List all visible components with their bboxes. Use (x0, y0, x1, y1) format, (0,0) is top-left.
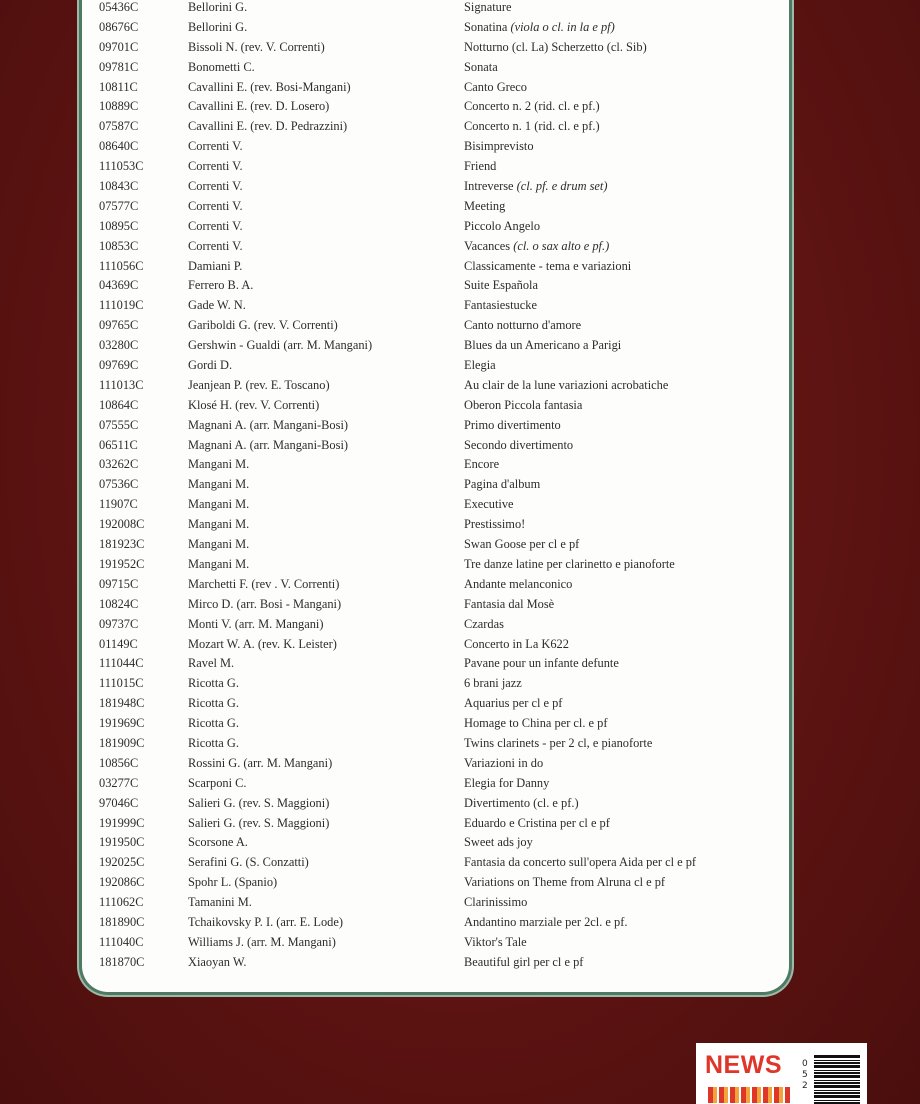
catalog-instrumentation-note: (cl. o sax alto e pf.) (513, 238, 610, 253)
catalog-code: 97046C (99, 795, 139, 810)
catalog-code: 181948C (99, 696, 145, 711)
catalog-author: Xiaoyan W. (188, 954, 247, 969)
catalog-code: 10856C (99, 755, 139, 770)
catalog-author: Bissoli N. (rev. V. Correnti) (188, 39, 325, 54)
catalog-title: Elegia for Danny (464, 775, 550, 790)
catalog-title-cell (464, 0, 512, 18)
catalog-row (82, 416, 789, 436)
catalog-title-cell (464, 734, 652, 754)
catalog-title-cell (464, 356, 496, 376)
catalog-row (82, 316, 789, 336)
catalog-title-cell (464, 416, 561, 436)
catalog-author: Correnti V. (188, 159, 243, 174)
catalog-title: Canto Greco (464, 79, 527, 94)
catalog-row (82, 18, 789, 38)
catalog-title: Friend (464, 159, 497, 174)
catalog-code: 08676C (99, 19, 139, 34)
catalog-author: Mangani M. (188, 477, 250, 492)
catalog-row (82, 794, 789, 814)
catalog-title: Blues da un Americano a Parigi (464, 338, 622, 353)
catalog-title: Sonata (464, 59, 498, 74)
catalog-title-cell (464, 217, 540, 237)
catalog-title-cell (464, 276, 538, 296)
catalog-row (82, 117, 789, 137)
catalog-title-cell (464, 933, 527, 953)
catalog-title-cell (464, 615, 504, 635)
catalog-row (82, 714, 789, 734)
catalog-author: Salieri G. (rev. S. Maggioni) (188, 795, 330, 810)
catalog-author: Salieri G. (rev. S. Maggioni) (188, 815, 330, 830)
catalog-title: Fantasiestucke (464, 298, 537, 313)
catalog-author: Serafini G. (S. Conzatti) (188, 855, 309, 870)
catalog-code: 09781C (99, 59, 139, 74)
catalog-title-cell (464, 18, 615, 38)
catalog-title-cell (464, 575, 572, 595)
catalog-author: Mirco D. (arr. Bosi - Mangani) (188, 596, 342, 611)
catalog-panel (82, 0, 789, 992)
catalog-title: Canto notturno d'amore (464, 318, 582, 333)
catalog-row (82, 217, 789, 237)
catalog-row (82, 853, 789, 873)
catalog-title: Au clair de la lune variazioni acrobatiche (464, 377, 669, 392)
catalog-author: Ferrero B. A. (188, 278, 254, 293)
catalog-author: Cavallini E. (rev. Bosi-Mangani) (188, 79, 351, 94)
catalog-code: 181870C (99, 954, 145, 969)
catalog-code: 192086C (99, 875, 145, 890)
catalog-title-cell (464, 436, 573, 456)
catalog-code: 111056C (99, 258, 144, 273)
catalog-author: Cavallini E. (rev. D. Losero) (188, 99, 330, 114)
news-label: NEWS (705, 1051, 782, 1079)
catalog-author: Mangani M. (188, 537, 250, 552)
catalog-title: Divertimento (cl. e pf.) (464, 795, 579, 810)
catalog-author: Mangani M. (188, 457, 250, 472)
catalog-code: 181909C (99, 735, 145, 750)
catalog-author: Ricotta G. (188, 716, 239, 731)
catalog-author: Gordi D. (188, 358, 233, 373)
catalog-code: 06511C (99, 437, 138, 452)
catalog-title-cell (464, 714, 607, 734)
catalog-title-cell (464, 177, 608, 197)
catalog-code: 09769C (99, 358, 139, 373)
catalog-title: Homage to China per cl. e pf (464, 716, 608, 731)
catalog-row (82, 694, 789, 714)
catalog-code: 181923C (99, 537, 145, 552)
catalog-author: Mangani M. (188, 497, 250, 512)
barcode-digits: 0 5 2 (802, 1059, 808, 1091)
catalog-row (82, 654, 789, 674)
catalog-author: Klosé H. (rev. V. Correnti) (188, 397, 320, 412)
catalog-author: Correnti V. (188, 218, 243, 233)
catalog-title-cell (464, 455, 499, 475)
catalog-author: Rossini G. (arr. M. Mangani) (188, 755, 333, 770)
catalog-author: Ricotta G. (188, 676, 239, 691)
catalog-code: 09765C (99, 318, 139, 333)
catalog-title-cell (464, 873, 665, 893)
catalog-author: Gade W. N. (188, 298, 246, 313)
catalog-row (82, 535, 789, 555)
catalog-row (82, 515, 789, 535)
catalog-author: Magnani A. (arr. Mangani-Bosi) (188, 417, 349, 432)
catalog-row (82, 177, 789, 197)
catalog-code: 192008C (99, 517, 145, 532)
catalog-code: 09715C (99, 576, 139, 591)
catalog-author: Bonometti C. (188, 59, 255, 74)
catalog-author: Cavallini E. (rev. D. Pedrazzini) (188, 119, 348, 134)
catalog-title: Andantino marziale per 2cl. e pf. (464, 914, 628, 929)
catalog-title-cell (464, 97, 600, 117)
catalog-title: Concerto n. 1 (rid. cl. e pf.) (464, 119, 600, 134)
catalog-title: Eduardo e Cristina per cl e pf (464, 815, 610, 830)
catalog-title-cell (464, 595, 554, 615)
catalog-title-cell (464, 555, 675, 575)
catalog-title: Concerto in La K622 (464, 636, 569, 651)
catalog-title-cell (464, 396, 582, 416)
catalog-author: Correnti V. (188, 238, 243, 253)
catalog-title-cell (464, 953, 583, 973)
catalog-title: Twins clarinets - per 2 cl, e pianoforte (464, 735, 653, 750)
decorative-pattern (708, 1087, 790, 1103)
catalog-code: 08640C (99, 139, 139, 154)
news-badge (696, 1043, 867, 1104)
catalog-author: Monti V. (arr. M. Mangani) (188, 616, 324, 631)
catalog-author: Williams J. (arr. M. Mangani) (188, 934, 336, 949)
catalog-code: 191999C (99, 815, 145, 830)
catalog-author: Magnani A. (arr. Mangani-Bosi) (188, 437, 349, 452)
catalog-author: Gariboldi G. (rev. V. Correnti) (188, 318, 338, 333)
catalog-row (82, 376, 789, 396)
catalog-title: Pavane pour un infante defunte (464, 656, 619, 671)
catalog-title: Primo divertimento (464, 417, 561, 432)
catalog-title-cell (464, 853, 696, 873)
catalog-code: 03262C (99, 457, 139, 472)
catalog-code: 191969C (99, 716, 145, 731)
catalog-row (82, 833, 789, 853)
catalog-title: Classicamente - tema e variazioni (464, 258, 632, 273)
catalog-code: 09701C (99, 39, 139, 54)
catalog-row (82, 774, 789, 794)
catalog-row (82, 475, 789, 495)
catalog-title-cell (464, 78, 527, 98)
catalog-title-cell (464, 515, 525, 535)
catalog-code: 10853C (99, 238, 139, 253)
catalog-row (82, 913, 789, 933)
catalog-row (82, 356, 789, 376)
catalog-code: 07536C (99, 477, 139, 492)
catalog-list (82, 0, 789, 973)
catalog-title: Variazioni in do (464, 755, 544, 770)
catalog-code: 05436C (99, 0, 139, 14)
catalog-row (82, 296, 789, 316)
catalog-title: Elegia (464, 358, 496, 373)
catalog-code: 111062C (99, 895, 144, 910)
catalog-code: 07555C (99, 417, 139, 432)
catalog-code: 192025C (99, 855, 145, 870)
catalog-code: 10824C (99, 596, 139, 611)
catalog-instrumentation-note: (viola o cl. in la e pf) (510, 19, 615, 34)
catalog-author: Tchaikovsky P. I. (arr. E. Lode) (188, 914, 344, 929)
catalog-row (82, 0, 789, 18)
catalog-row (82, 38, 789, 58)
catalog-row (82, 674, 789, 694)
catalog-author: Ricotta G. (188, 735, 239, 750)
catalog-title-cell (464, 495, 514, 515)
catalog-author: Correnti V. (188, 139, 243, 154)
catalog-title-cell (464, 794, 579, 814)
catalog-author: Damiani P. (188, 258, 243, 273)
catalog-title: Oberon Piccola fantasia (464, 397, 583, 412)
catalog-title-cell (464, 257, 631, 277)
catalog-code: 03277C (99, 775, 139, 790)
catalog-row (82, 276, 789, 296)
catalog-code: 111015C (99, 676, 144, 691)
catalog-row (82, 257, 789, 277)
catalog-title: Sonatina (464, 19, 508, 34)
catalog-title-cell (464, 137, 534, 157)
catalog-author: Spohr L. (Spanio) (188, 875, 278, 890)
catalog-code: 111053C (99, 159, 144, 174)
catalog-code: 191952C (99, 556, 145, 571)
catalog-code: 10895C (99, 218, 139, 233)
catalog-title: Secondo divertimento (464, 437, 574, 452)
catalog-author: Tamanini M. (188, 895, 252, 910)
catalog-row (82, 157, 789, 177)
catalog-title: Suite Española (464, 278, 538, 293)
catalog-code: 11907C (99, 497, 138, 512)
catalog-author: Bellorini G. (188, 19, 248, 34)
catalog-title: Notturno (cl. La) Scherzetto (cl. Sib) (464, 39, 647, 54)
catalog-title-cell (464, 654, 619, 674)
catalog-row (82, 97, 789, 117)
catalog-row (82, 595, 789, 615)
catalog-title: Encore (464, 457, 500, 472)
catalog-title: Tre danze latine per clarinetto e pianoforte (464, 556, 675, 571)
catalog-row (82, 436, 789, 456)
catalog-title-cell (464, 635, 569, 655)
catalog-row (82, 635, 789, 655)
catalog-title: Meeting (464, 198, 506, 213)
catalog-author: Correnti V. (188, 179, 243, 194)
catalog-author: Bellorini G. (188, 0, 248, 14)
catalog-title: Andante melanconico (464, 576, 573, 591)
catalog-row (82, 78, 789, 98)
catalog-title-cell (464, 157, 496, 177)
catalog-row (82, 237, 789, 257)
catalog-code: 191950C (99, 835, 145, 850)
catalog-title-cell (464, 237, 609, 257)
catalog-row (82, 953, 789, 973)
catalog-author: Marchetti F. (rev . V. Correnti) (188, 576, 340, 591)
catalog-title-cell (464, 833, 533, 853)
catalog-title-cell (464, 754, 543, 774)
catalog-instrumentation-note: (cl. pf. e drum set) (516, 179, 608, 194)
catalog-row (82, 814, 789, 834)
catalog-title: Intreverse (464, 179, 514, 194)
catalog-title: Variations on Theme from Alruna cl e pf (464, 875, 666, 890)
catalog-code: 10843C (99, 179, 139, 194)
catalog-code: 07587C (99, 119, 139, 134)
catalog-row (82, 555, 789, 575)
catalog-author: Mozart W. A. (rev. K. Leister) (188, 636, 337, 651)
catalog-code: 03280C (99, 338, 139, 353)
catalog-title: Pagina d'album (464, 477, 541, 492)
catalog-author: Ravel M. (188, 656, 235, 671)
catalog-row (82, 197, 789, 217)
catalog-title-cell (464, 774, 549, 794)
catalog-row (82, 933, 789, 953)
catalog-title: Sweet ads joy (464, 835, 533, 850)
catalog-title-cell (464, 316, 581, 336)
catalog-code: 04369C (99, 278, 139, 293)
catalog-title-cell (464, 38, 647, 58)
catalog-row (82, 873, 789, 893)
catalog-code: 01149C (99, 636, 138, 651)
catalog-code: 111019C (99, 298, 144, 313)
catalog-code: 111044C (99, 656, 144, 671)
catalog-title-cell (464, 893, 527, 913)
barcode-icon (814, 1055, 860, 1104)
catalog-row (82, 754, 789, 774)
catalog-title-cell (464, 913, 627, 933)
catalog-row (82, 336, 789, 356)
catalog-author: Ricotta G. (188, 696, 239, 711)
catalog-code: 10864C (99, 397, 139, 412)
catalog-title: Beautiful girl per cl e pf (464, 954, 584, 969)
catalog-title: Signature (464, 0, 512, 14)
catalog-row (82, 893, 789, 913)
catalog-row (82, 58, 789, 78)
catalog-title: Aquarius per cl e pf (464, 696, 563, 711)
catalog-row (82, 495, 789, 515)
catalog-row (82, 396, 789, 416)
catalog-author: Scarponi C. (188, 775, 247, 790)
catalog-title: Prestissimo! (464, 517, 526, 532)
catalog-title-cell (464, 376, 668, 396)
catalog-row (82, 137, 789, 157)
catalog-title: 6 brani jazz (464, 676, 522, 691)
catalog-code: 111040C (99, 934, 144, 949)
catalog-author: Gershwin - Gualdi (arr. M. Mangani) (188, 338, 373, 353)
catalog-title-cell (464, 814, 610, 834)
catalog-author: Mangani M. (188, 517, 250, 532)
catalog-title-cell (464, 694, 562, 714)
catalog-author: Jeanjean P. (rev. E. Toscano) (188, 377, 330, 392)
catalog-title-cell (464, 197, 505, 217)
catalog-code: 181890C (99, 914, 145, 929)
catalog-title-cell (464, 296, 537, 316)
catalog-code: 09737C (99, 616, 139, 631)
catalog-code: 10889C (99, 99, 139, 114)
catalog-author: Scorsone A. (188, 835, 248, 850)
catalog-title-cell (464, 58, 498, 78)
catalog-title: Executive (464, 497, 514, 512)
catalog-author: Mangani M. (188, 556, 250, 571)
catalog-title-cell (464, 336, 621, 356)
catalog-row (82, 455, 789, 475)
catalog-title: Fantasia da concerto sull'opera Aida per cl e pf (464, 855, 697, 870)
catalog-row (82, 615, 789, 635)
catalog-code: 111013C (99, 377, 144, 392)
catalog-title: Bisimprevisto (464, 139, 534, 154)
catalog-title: Vacances (464, 238, 511, 253)
catalog-title: Swan Goose per cl e pf (464, 537, 580, 552)
catalog-row (82, 734, 789, 754)
catalog-title-cell (464, 674, 522, 694)
catalog-title: Concerto n. 2 (rid. cl. e pf.) (464, 99, 600, 114)
catalog-title-cell (464, 535, 579, 555)
catalog-code: 07577C (99, 198, 139, 213)
catalog-title: Clarinissimo (464, 895, 528, 910)
catalog-title: Piccolo Angelo (464, 218, 541, 233)
catalog-title: Fantasia dal Mosè (464, 596, 555, 611)
catalog-title-cell (464, 475, 540, 495)
catalog-code: 10811C (99, 79, 138, 94)
catalog-title: Viktor's Tale (464, 934, 527, 949)
catalog-title-cell (464, 117, 600, 137)
catalog-title: Czardas (464, 616, 504, 631)
catalog-author: Correnti V. (188, 198, 243, 213)
catalog-row (82, 575, 789, 595)
